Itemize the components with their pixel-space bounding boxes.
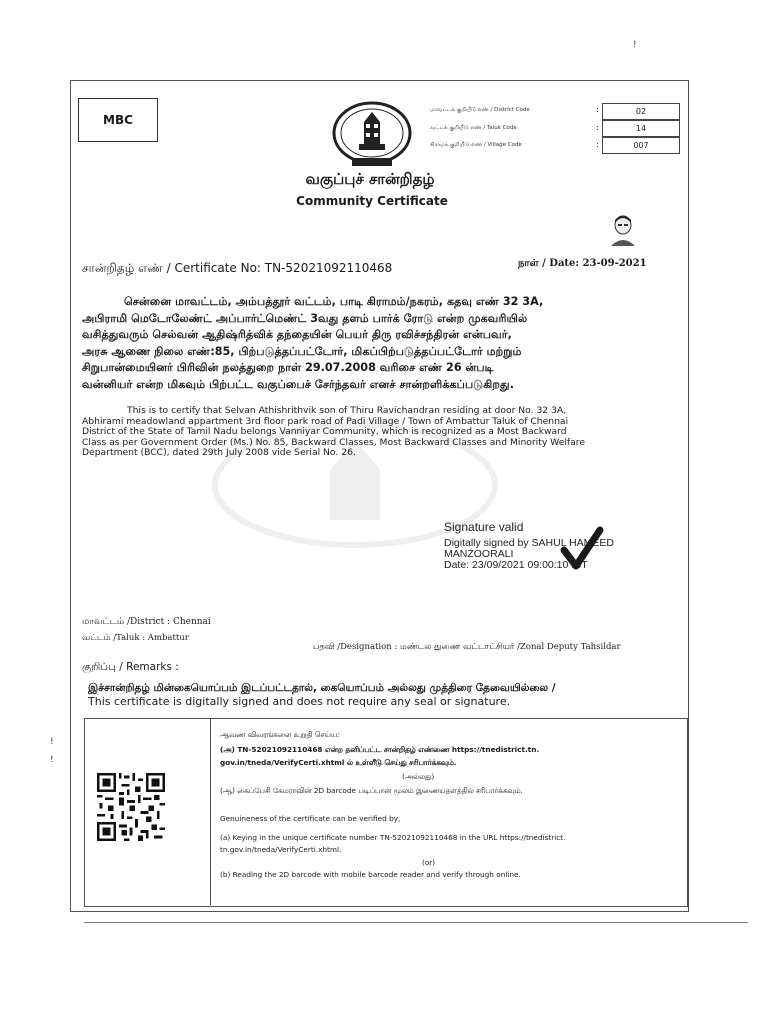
certificate-number: சான்றிதழ் எண் / Certificate No: TN-52021092110468: [82, 261, 393, 275]
tamil-line: சென்னை மாவட்டம், அம்பத்தூர் வட்டம், பாடி கிராமம்/நகரம், கதவு எண் 32 3A,: [124, 295, 544, 308]
district-code-label: மாவட்டக் குறியீடு எண் / District Code: [430, 107, 530, 113]
verify-tamil-option-a: (அ) TN-52021092110468 என்ற தனிப்பட்ட சான்றிதழ் எண்ணை https://tnedistrict.tn.: [220, 745, 540, 754]
verify-english-option-a: (a) Keying in the unique certificate number TN-52021092110468 in the URL https://tnedistrict.: [220, 833, 566, 842]
remarks-line: குறிப்பு / Remarks :: [82, 661, 179, 673]
title-english: Community Certificate: [296, 194, 448, 208]
village-code-label: கிராமக் குறியீடு எண் / Village Code: [430, 142, 522, 148]
tamil-line: வசித்துவரும் செல்வன் ஆதிஷ்ரித்விக் தந்தையின் பெயர் திரு ரவிச்சந்திரன் என்பவர்,: [82, 328, 512, 341]
verification-divider: [210, 718, 211, 905]
verify-heading-english: Genuineness of the certificate can be verified by,: [220, 814, 401, 823]
margin-mark-left-1: !: [50, 737, 54, 747]
english-line: Abhirami meadowland appartment 3rd floor park road of Padi Village / Town of Ambattur Taluk of Chennai: [82, 415, 569, 427]
margin-mark-top: !: [633, 40, 637, 50]
signature-signer: Digitally signed by SAHUL HAMEED: [444, 537, 615, 549]
signature-signer-name: MANZOORALI: [444, 548, 514, 560]
signature-date: Date: 23/09/2021 09:00:10 IST: [444, 559, 588, 571]
verify-heading-tamil: ஆவண விவரங்களை உறுதி செய்ய:: [220, 730, 340, 739]
applicant-photo-icon: [608, 212, 638, 246]
digital-note-english: This certificate is digitally signed and does not require any seal or signature.: [88, 695, 511, 708]
taluk-code-colon: :: [596, 123, 599, 132]
government-emblem-icon: [330, 100, 414, 170]
english-line: Class as per Government Order (Ms.) No. 85, Backward Classes, Most Backward Classes and Minority Welfare: [82, 436, 586, 448]
english-line: District of the State of Tamil Nadu belongs Vanniyar Community, which is recognized as a Most Backward: [82, 426, 567, 437]
verify-tamil-or: (அல்லது): [402, 772, 435, 781]
verify-tamil-url: gov.in/tneda/VerifyCerti.xhtml ல் உள்ளீடு செய்து சரிபார்க்கவும்.: [220, 758, 457, 767]
taluk-code-value: 14: [602, 120, 680, 137]
district-line: மாவட்டம் /District : Chennai: [82, 617, 211, 627]
verify-english-or: (or): [422, 858, 436, 867]
verify-english-url: tn.gov.in/tneda/VerifyCerti.xhtml.: [220, 845, 342, 854]
district-code-colon: :: [596, 105, 599, 114]
taluk-line: வட்டம் /Taluk : Ambattur: [82, 633, 189, 643]
certificate-date: நாள் / Date: 23-09-2021: [518, 258, 647, 269]
verify-english-option-b: (b) Reading the 2D barcode with mobile barcode reader and verify through online.: [220, 870, 521, 879]
tamil-line: அபிராமி மெடோலேண்ட் அப்பார்ட்மெண்ட் 3வது தளம் பார்க் ரோடு என்ற முகவரியில்: [82, 311, 528, 325]
tamil-certification-text: [82, 294, 682, 393]
english-line: This is to certify that Selvan Athishrithvik son of Thiru Ravichandran residing at door No. 32 3A,: [127, 405, 567, 416]
title-tamil: வகுப்புச் சான்றிதழ்: [305, 170, 435, 188]
village-code-value: 007: [602, 137, 680, 154]
bottom-rule: [84, 922, 748, 923]
verify-tamil-option-b: (ஆ) கைப்பேசி கேமராவின் 2D barcode படிப்பான் மூலம் இணையதளத்தில் சரிபார்க்கவும்.: [220, 786, 523, 795]
qr-code-icon: [97, 773, 165, 841]
tamil-line: அரசு ஆணை நிலை எண்:85, பிற்படுத்தப்பட்டோர், மிகப்பிற்படுத்தப்பட்டோர் மற்றும்: [82, 344, 522, 358]
community-badge: MBC: [78, 98, 158, 142]
margin-mark-left-2: !: [50, 755, 54, 765]
district-code-value: 02: [602, 103, 680, 120]
village-code-colon: :: [596, 140, 599, 149]
english-line: Department (BCC), dated 29th July 2008 vide Serial No. 26.: [82, 447, 356, 458]
signature-valid-label: Signature valid: [444, 520, 524, 534]
tamil-line: வன்னியர் என்ற மிகவும் பிற்பட்ட வகுப்பைச் சேர்ந்தவர் எனச் சான்றளிக்கப்படுகிறது.: [82, 377, 515, 391]
designation-line: பதவி /Designation : மண்டல துணை வட்டாட்சியர் /Zonal Deputy Tahsildar: [313, 642, 621, 652]
taluk-code-label: வட்டக் குறியீடு எண் / Taluk Code: [430, 125, 517, 131]
tamil-line: சிறுபான்மையினர் பிரிவின் நலத்துறை நாள் 29.07.2008 வரிசை எண் 26 ன்படி: [82, 361, 494, 374]
signature-check-icon: [560, 526, 604, 572]
digital-note-tamil: இச்சான்றிதழ் மின்கையொப்பம் இடப்பட்டதால், கையொப்பம் அல்லது முத்திரை தேவையில்லை /: [88, 682, 556, 694]
